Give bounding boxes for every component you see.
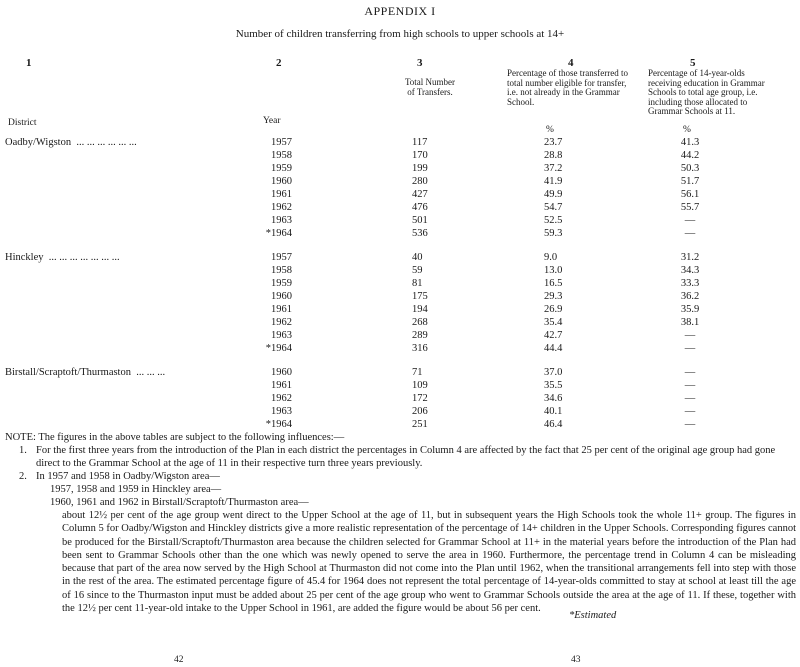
col1-number: 1 (26, 57, 32, 69)
note-2-line-2: 1957, 1958 and 1959 in Hinckley area— (50, 484, 222, 495)
col4-number: 4 (568, 57, 574, 69)
estimated-footnote: *Estimated (569, 610, 617, 621)
col5-unit: % (683, 125, 691, 135)
note-1-number: 1. (19, 445, 27, 456)
note-intro: NOTE: The figures in the above tables are subject to the following influences:— (5, 432, 345, 443)
district-name-hinckley: Hinckley ... ... ... ... ... ... ... (5, 252, 120, 263)
note-2-paragraph: about 12½ per cent of the age group went direct to the Upper School at the age of 11, but in subsequent years the High Schools took the whole 11+ group. The figures in Column 5 for Oadby/Wigston and Hinckley districts give a more realistic representation of the percentage of 14+ children in the Upper Schools. Corresponding figures cannot be produced for the Birstall/Scraptoft/Thurmaston area because the children selected for Grammar School at 11+ in the material years before the introduction of the Plan had been sent to Grammar Schools other than the one which was newly opened to serve the area in 1960. Furthermore, the percentage trend in Column 4 can be misleading because that part of the area now served by the High School at Thurmaston did not come into the Plan until 1962, when the transitional arrangements fell into step with those in the rest of the area. The estimated percentage figure of 45.4 for 1964 does not represent the total percentage of 14-year-olds committed to stay at school at least till the age of 16 since to the Thurmaston input must be added about 25 per cent of the age group who went to Grammar Schools outside the area at the age of 11. If these, together with the 12½ per cent 11-year-old intake to the Upper School in 1961, are added the figure would be about 56 per cent. (62, 510, 796, 615)
page-number-right: 43 (571, 655, 581, 665)
col4-header: Percentage of those transferred to total number eligible for transfer, i.e. not already in the Grammar School. (507, 68, 628, 107)
col4-unit: % (546, 125, 554, 135)
note-2-line-1: In 1957 and 1958 in Oadby/Wigston area— (36, 471, 220, 482)
col5-number: 5 (690, 57, 696, 69)
page-title: APPENDIX I (364, 4, 436, 18)
col3-header: Total Number of Transfers. (404, 77, 456, 97)
note-2-line-3: 1960, 1961 and 1962 in Birstall/Scraptoft/Thurmaston area— (50, 497, 309, 508)
col2-header: Year (263, 116, 281, 126)
col5-header: Percentage of 14-year-olds receiving education in Grammar Schools to total age group, i.e. including those allocated to Grammar Schools at 11. (648, 68, 765, 116)
page-number-left: 42 (174, 655, 184, 665)
col1-header: District (8, 118, 37, 128)
district-name-birstall: Birstall/Scraptoft/Thurmaston ... ... ... (5, 367, 166, 378)
district-name-oadby: Oadby/Wigston ... ... ... ... ... ... (5, 137, 137, 148)
note-1-text: For the first three years from the introduction of the Plan in each district the percentages in Column 4 are affected by the fact that 25 per cent of the original age group had gone direct to the Grammar School at the age of 11 in their respective turn three years previously. (36, 445, 776, 470)
col2-number: 2 (276, 57, 282, 69)
page-subtitle: Number of children transferring from high schools to upper schools at 14+ (235, 28, 565, 40)
note-2-number: 2. (19, 471, 27, 482)
col3-number: 3 (417, 57, 423, 69)
